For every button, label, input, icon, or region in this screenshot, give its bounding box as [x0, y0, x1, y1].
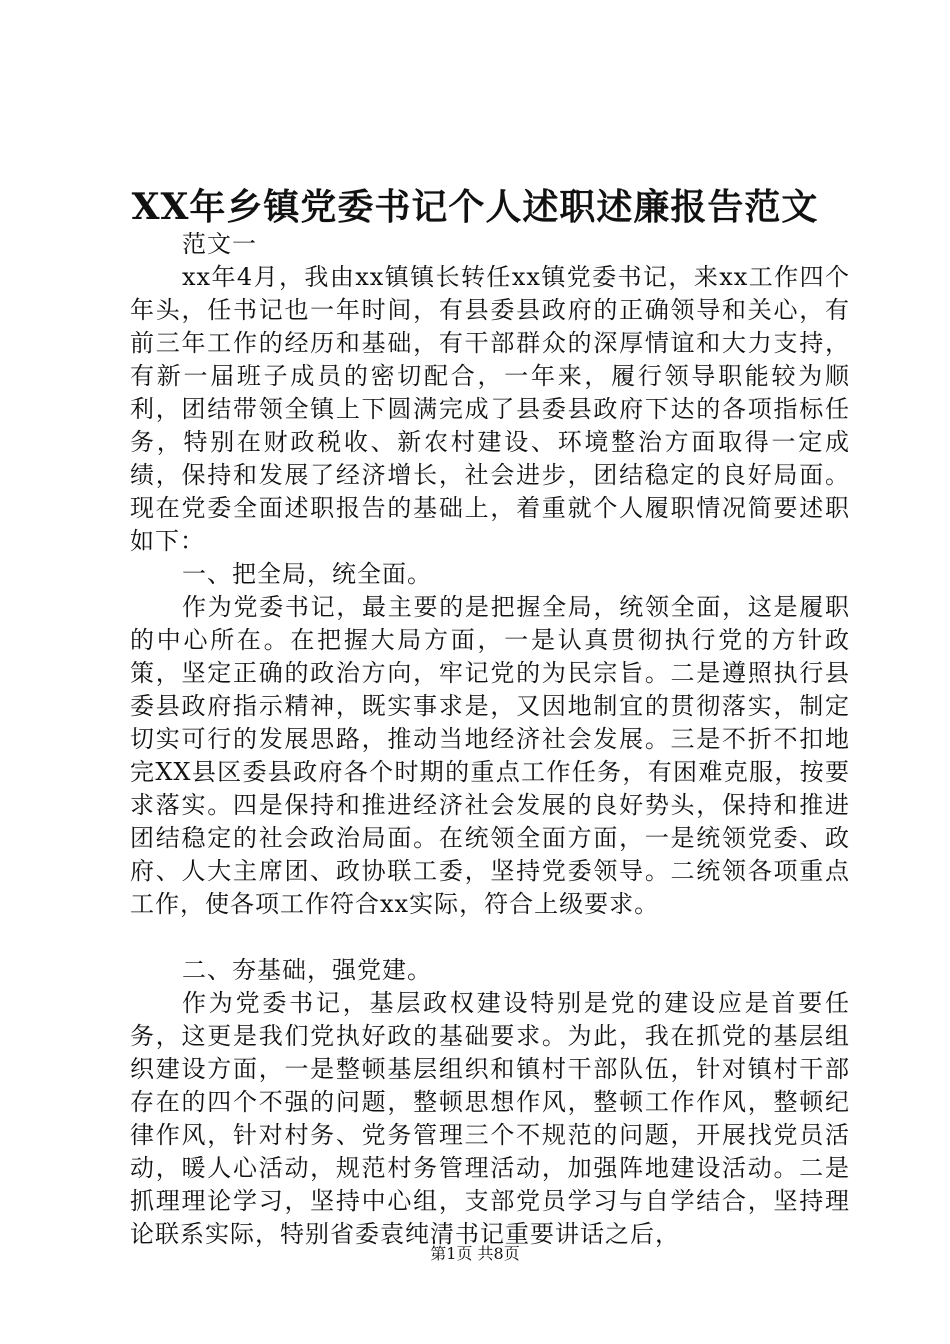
heading-section-2: 二、夯基础，强党建。 [182, 956, 432, 984]
page-number-footer: 第1页 共8页 [430, 1244, 520, 1263]
paragraph-section-1: 作为党委书记，最主要的是把握全局，统领全面，这是履职的中心所在。在把握大局方面，一是认真贯彻执行党的方针政策，坚定正确的政治方向，牢记党的为民宗旨。二是遵照执行县委县政府指示精神，既实事求是，又因地制宜的贯彻落实，制定切实可行的发展思路，推动当地经济社会发展。三是不折不扣地完XX县区委县政府各个时期的重点工作任务，有困难克服，按要求落实。四是保持和推进经济社会发展的良好势头，保持和推进团结稳定的社会政治局面。在统领全面方面，一是统领党委、政府、人大主席团、政协联工委，坚持党委领导。二统领各项重点工作，使各项工作符合xx实际，符合上级要求。 [130, 593, 850, 918]
document-body [130, 228, 850, 1251]
paragraph-spacer [130, 921, 850, 954]
paragraph-intro: xx年4月，我由xx镇镇长转任xx镇党委书记，来xx工作四个年头，任书记也一年时间，有县委县政府的正确领导和关心，有前三年工作的经历和基础，有干部群众的深厚情谊和大力支持，有新一届班子成员的密切配合，一年来，履行领导职能较为顺利，团结带领全镇上下圆满完成了县委县政府下达的各项指标任务，特别在财政税收、新农村建设、环境整治方面取得一定成绩，保持和发展了经济增长，社会进步，团结稳定的良好局面。现在党委全面述职报告的基础上，着重就个人履职情况简要述职如下： [130, 263, 850, 555]
paragraph-section-2: 作为党委书记，基层政权建设特别是党的建设应是首要任务，这更是我们党执好政的基础要求。为此，我在抓党的基层组织建设方面，一是整顿基层组织和镇村干部队伍，针对镇村干部存在的四个不强的问题，整顿思想作风，整顿工作作风，整顿纪律作风，针对村务、党务管理三个不规范的问题，开展找党员活动，暖人心活动，规范村务管理活动，加强阵地建设活动。二是抓理理论学习，坚持中心组，支部党员学习与自学结合，坚持理论联系实际，特别省委袁纯清书记重要讲话之后， [130, 989, 850, 1248]
paragraph-section-label: 范文一 [182, 230, 257, 258]
heading-section-1: 一、把全局，统全面。 [182, 560, 432, 588]
document-title: XX年乡镇党委书记个人述职述廉报告范文 [131, 186, 819, 228]
